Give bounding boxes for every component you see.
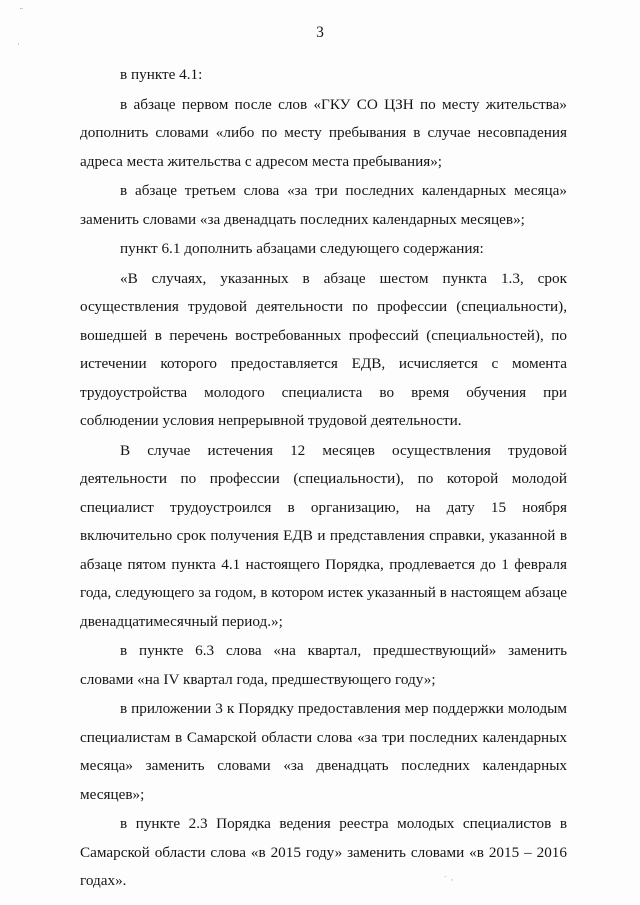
scan-artifact-mark: · — [17, 40, 20, 50]
scan-artifact-mark: ˙ · — [443, 876, 454, 886]
paragraph-first-subparagraph: в абзаце первом после слов «ГКУ СО ЦЗН по месту жительства» дополнить словами «либо по месту пребывания в случае несовпадения адреса места жительства с адресом места пребывания»; — [80, 95, 567, 170]
paragraph-clause-6-1: пункт 6.1 дополнить абзацами следующего содержания: — [120, 240, 484, 257]
paragraph-clause-6-3: в пункте 6.3 слова «на квартал, предшествующий» заменить словами «на IV квартал года, предшествующего году»; — [80, 642, 567, 688]
paragraph-quoted-addition-2: В случае истечения 12 месяцев осуществления трудовой деятельности по профессии (специальности), по которой молодой специалист трудоустроился в организацию, на дату 15 ноября включительно срок получения ЕДВ и представления справки, указанной в абзаце пятом пункта 4.1 настоящего Порядка, продлевается до 1 февраля года, следующего за годом, в котором истек указанный в настоящем абзаце двенадцатимесячный период.»; — [80, 441, 567, 630]
paragraph-appendix-3: в приложении 3 к Порядку предоставления мер поддержки молодым специалистам в Самарской области слова «за три последних календарных месяца» заменить словами «за двенадцать последних календарных месяцев»; — [80, 700, 567, 803]
paragraph-quoted-addition-1: «В случаях, указанных в абзаце шестом пункта 1.3, срок осуществления трудовой деятельности по профессии (специальности), вошедшей в перечень востребованных профессий (специальностей), по истечении которого предоставляется ЕДВ, исчисляется с момента трудоустройства молодого специалиста во время обучения при соблюдении условия непрерывной трудовой деятельности. — [80, 269, 567, 429]
page-number: 3 — [316, 24, 324, 41]
scan-artifact-mark: ¨ — [19, 8, 24, 18]
paragraph-third-subparagraph: в абзаце третьем слова «за три последних календарных месяца» заменить словами «за двенадцать последних календарных месяцев»; — [80, 182, 567, 228]
paragraph-clause-4-1: в пункте 4.1: — [120, 66, 203, 83]
paragraph-registry-clause-2-3: в пункте 2.3 Порядка ведения реестра молодых специалистов в Самарской области слова «в 2015 году» заменить словами «в 2015 – 2016 годах». — [80, 815, 567, 889]
document-body — [80, 60, 567, 896]
